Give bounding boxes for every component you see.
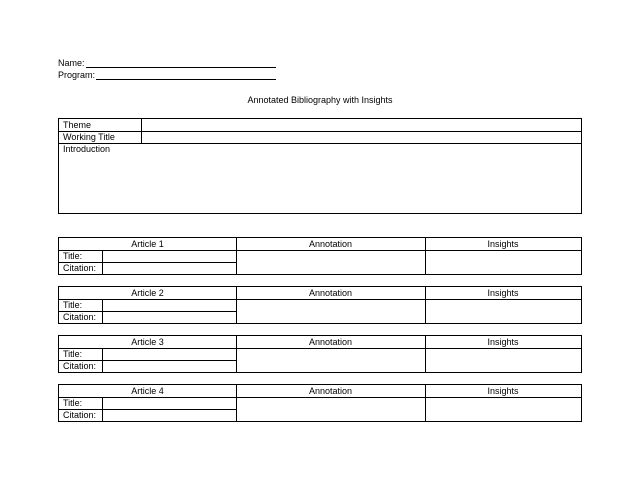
title-row[interactable] [59,397,236,409]
insights-heading: Insights [487,386,519,396]
article-table-4 [58,384,582,422]
column-divider [425,287,426,323]
article-heading: Article 3 [131,337,164,347]
theme-label: Theme [63,120,92,130]
document-title: Annotated Bibliography with Insights [247,95,393,105]
title-label: Title: [63,398,83,408]
name-label: Name: [58,58,85,68]
column-divider [425,238,426,274]
annotation-heading: Annotation [308,337,353,347]
intro-table [58,118,582,214]
citation-row[interactable] [59,262,236,274]
title-label: Title: [63,251,83,261]
label-divider [102,348,103,372]
column-divider [236,287,237,323]
working-title-label: Working Title [63,132,115,142]
insights-heading: Insights [487,337,519,347]
name-line[interactable] [86,58,276,68]
annotation-heading: Annotation [308,239,353,249]
column-divider [236,238,237,274]
program-line[interactable] [96,70,276,80]
annotation-heading: Annotation [308,288,353,298]
title-row[interactable] [59,250,236,262]
label-divider [102,250,103,274]
insights-heading: Insights [487,288,519,298]
article-table-3 [58,335,582,373]
name-field-row [58,58,276,68]
citation-label: Citation: [63,312,97,322]
program-label: Program: [58,70,96,80]
annotation-heading: Annotation [308,386,353,396]
article-table-1 [58,237,582,275]
article-heading: Article 4 [131,386,164,396]
label-divider [102,397,103,421]
introduction-area[interactable] [59,143,581,213]
title-label: Title: [63,300,83,310]
citation-row[interactable] [59,311,236,323]
citation-row[interactable] [59,360,236,372]
insights-heading: Insights [487,239,519,249]
citation-label: Citation: [63,263,97,273]
introduction-label: Introduction [63,144,111,154]
label-divider [102,299,103,323]
article-heading: Article 1 [131,239,164,249]
citation-row[interactable] [59,409,236,421]
citation-label: Citation: [63,410,97,420]
title-row[interactable] [59,299,236,311]
article-heading: Article 2 [131,288,164,298]
column-divider [425,385,426,421]
intro-divider [141,119,142,143]
title-label: Title: [63,349,83,359]
title-row[interactable] [59,348,236,360]
citation-label: Citation: [63,361,97,371]
program-field-row [58,70,276,80]
column-divider [425,336,426,372]
article-table-2 [58,286,582,324]
column-divider [236,385,237,421]
column-divider [236,336,237,372]
